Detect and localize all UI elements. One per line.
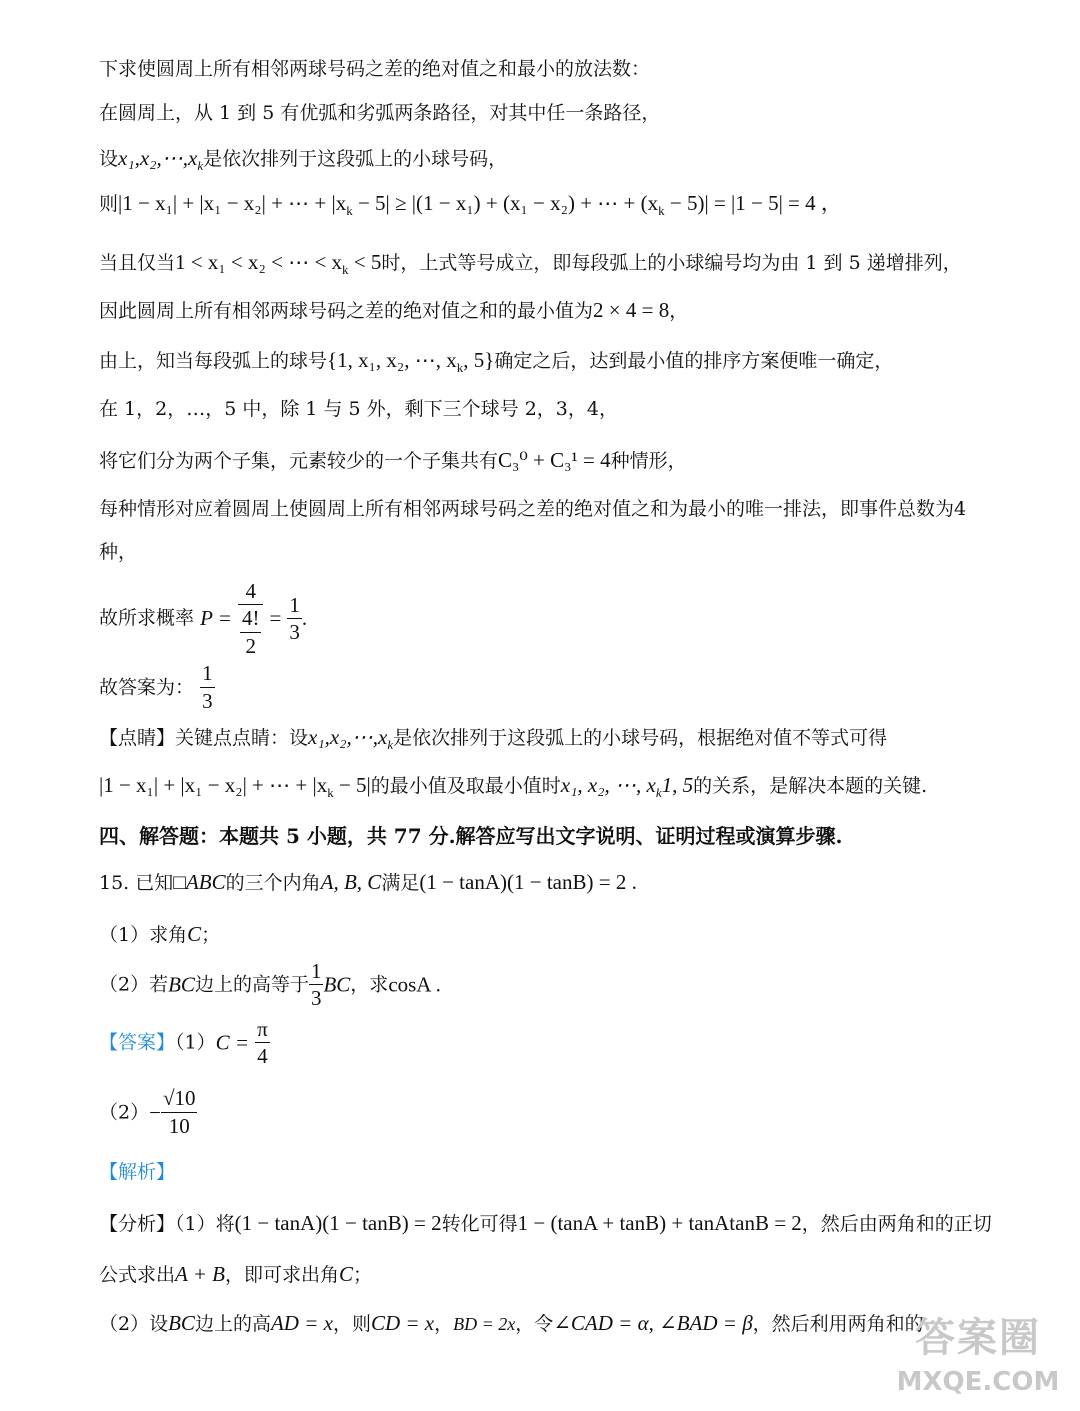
text-line: 下求使圆周上所有相邻两球号码之差的绝对值之和最小的放法数：	[99, 58, 651, 80]
fraction: $\frac{4}{\frac{4!}{2}}$	[238, 578, 264, 659]
answer-line: 故答案为： $\frac{1}{3}$	[99, 660, 215, 716]
text-line: 则|1 − x₁| + |x₁ − x₂| + ⋯ + $|x_k - 5| \ge |(1 - x_1) + (x_1 - x_2)$ + ⋯ + $(x_k - 5)| = |1 - 5| = 4$ ，	[99, 191, 842, 219]
section-heading: 四、解答题：本题共 5 小题，共 77 分.解答应写出文字说明、证明过程或演算步骤.	[99, 824, 843, 848]
text-line: 每种情形对应着圆周上使圆周上所有相邻两球号码之差的绝对值之和为最小的唯一排法，即事件总数为4	[99, 498, 967, 520]
text-line: 将它们分为两个子集，元素较少的一个子集共有C₃⁰ + C₃¹ = 4种情形，	[99, 448, 687, 472]
analysis-line: 公式求出A + B，即可求出角C；	[99, 1262, 373, 1286]
text-line: 因此圆周上所有相邻两球号码之差的绝对值之和的最小值为2 × 4 = 8，	[99, 298, 689, 322]
sub-question: （1）求角C；	[99, 922, 221, 946]
text-line: 种，	[99, 541, 138, 563]
math-expr: C₃⁰ + C₃¹ = 4	[498, 448, 611, 472]
probability-line: 故所求概率 P = $\frac{4}{\frac{4!}{2}}$ = $\frac{1}{3}$ .	[99, 579, 308, 658]
tip-line: 【点睛】关键点点睛：设$x_1,x_2,\cdots,x_k$是依次排列于这段弧上的小球号码，根据绝对值不等式可得	[99, 725, 888, 753]
analysis-line: 【分析】（1）将(1 − tanA)(1 − tanB) = 2转化可得1 − (tanA + tanB) + tanAtanB = 2，然后由两角和的正切	[99, 1211, 992, 1235]
analysis-tag: 【解析】	[99, 1161, 176, 1183]
fraction: $\frac{\pi}{4}$	[257, 1017, 268, 1069]
text-line: 在圆周上，从 1 到 5 有优弧和劣弧两条路径，对其中任一条路径，	[99, 102, 661, 124]
math-expr: 2 × 4 = 8	[593, 298, 670, 322]
answer-block: （2）− $\frac{√10}{10}$	[99, 1085, 197, 1141]
question-stem: 15. 已知□ABC的三个内角A, B, C满足(1 − tanA)(1 − tanB) = 2 .	[99, 870, 637, 894]
fraction: $\frac{1}{3}$	[200, 660, 215, 716]
math-expr: $x_1,x_2,\cdots,x_k$	[118, 146, 204, 174]
text-line: 由上，知当每段弧上的球号{1, x₁, x₂, ⋯, $x_k$, 5}确定之后，达到最小值的排序方案便唯一确定，	[99, 348, 894, 376]
fraction: $\frac{1}{3}$	[289, 592, 300, 644]
answer-block: 【答案】（1）C = $\frac{\pi}{4}$	[99, 1017, 268, 1069]
tip-line: |1 − x₁| + |x₁ − x₂| + ⋯ + $|x_k - 5|$的最小值及取最小值时x₁, x₂, ⋯, $x_k1$, 5的关系，是解决本题的关键.	[99, 773, 928, 801]
text-line: 当且仅当1 < x₁ < x₂ < ⋯ < $x_k < 5$时，上式等号成立，即每段弧上的小球编号均为由 1 到 5 递增排列，	[99, 250, 962, 278]
sub-question: （2）若BC边上的高等于 $\frac{1}{3}$ BC，求cosA .	[99, 959, 441, 1011]
analysis-line: （2）设BC边上的高AD = x，则CD = x，BD = 2x，令∠CAD = α, ∠BAD = β，然后利用两角和的	[99, 1311, 924, 1335]
fraction: $\frac{√10}{10}$	[161, 1085, 198, 1141]
text-line: 在 1，2，…，5 中，除 1 与 5 外，剩下三个球号 2，3，4，	[99, 398, 618, 420]
math-expr: |1 − x₁| + |x₁ − x₂| + ⋯ + $|x_k - 5| \ge |(1 - x_1) + (x_1 - x_2)$ + ⋯ + $(x_k - 5)| = |1 - 5| = 4$ ，	[118, 191, 842, 219]
watermark-logo: 答案圈 MXQE.COM	[896, 1315, 1060, 1397]
text-line: 设$x_1,x_2,\cdots,x_k$是依次排列于这段弧上的小球号码，	[99, 146, 508, 174]
fraction: $\frac{1}{3}$	[310, 959, 322, 1011]
math-expr: {1, x₁, x₂, ⋯, $x_k$, 5}	[327, 348, 495, 376]
math-expr: 1 < x₁ < x₂ < ⋯ < $x_k < 5$	[175, 250, 382, 278]
